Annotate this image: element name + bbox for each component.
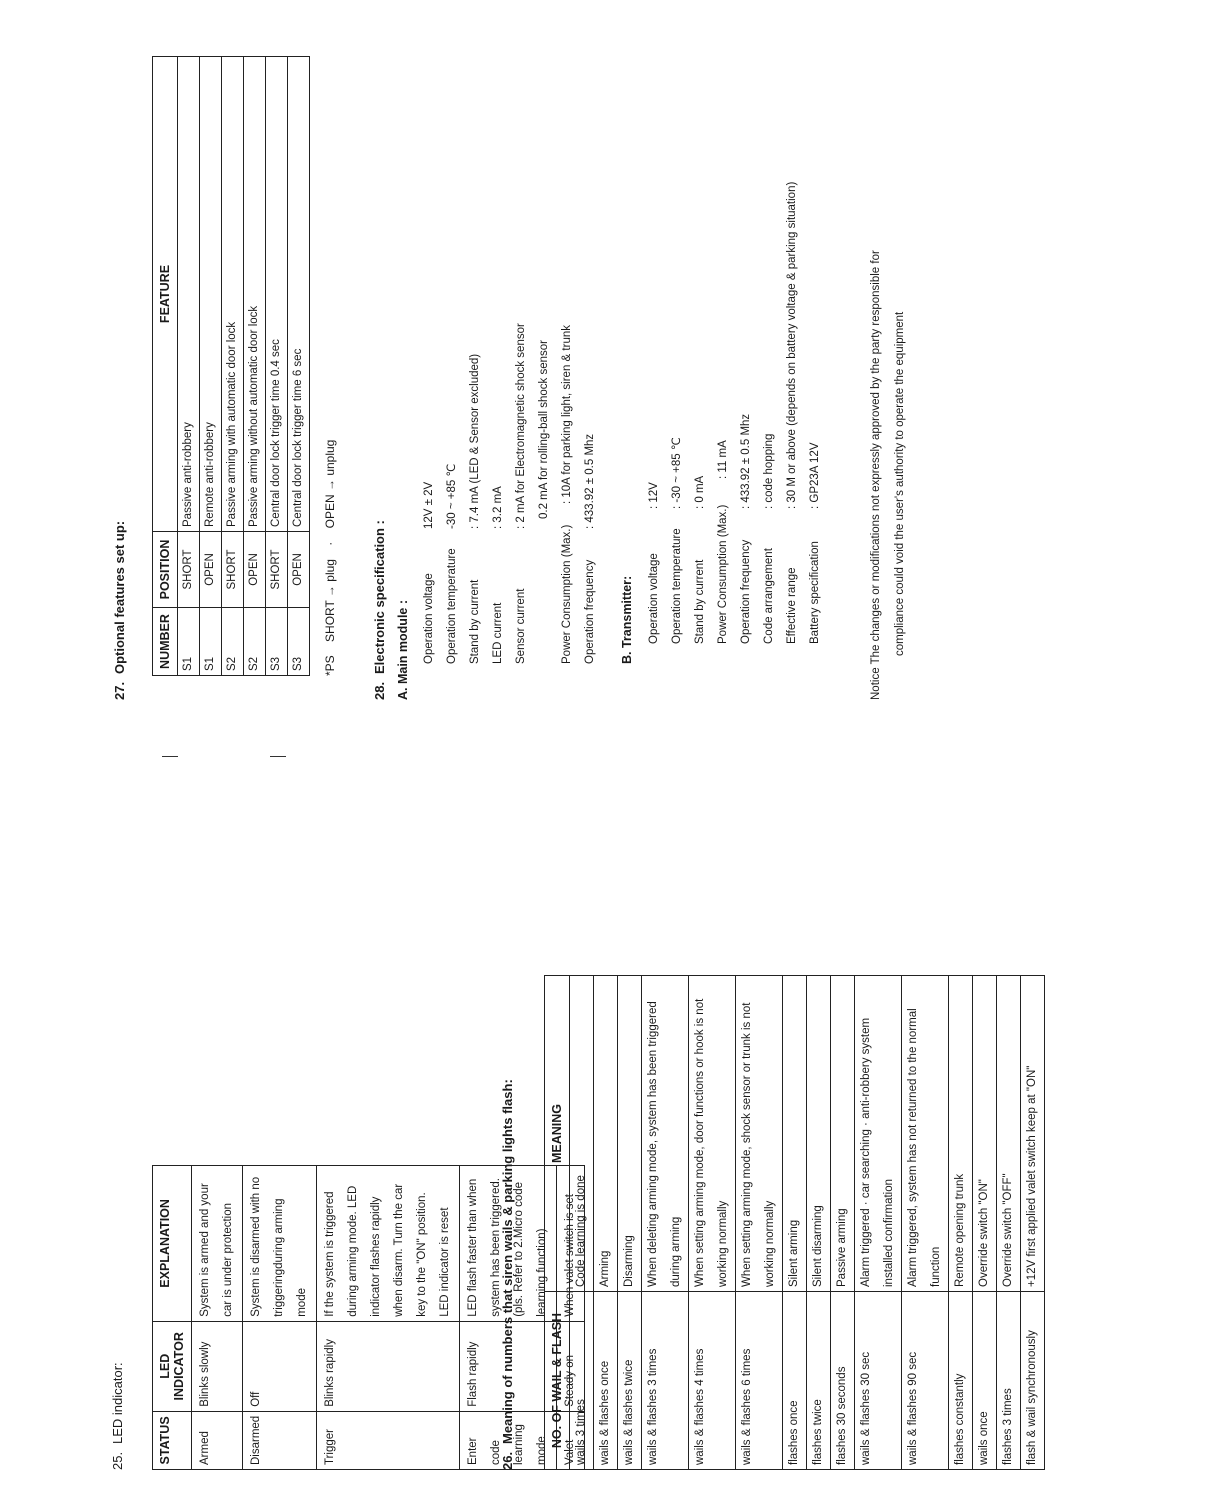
table-row (1021, 976, 1045, 1470)
option-feature-cell: Passive arming with automatic door lock (222, 57, 244, 532)
spec-row (579, 323, 602, 664)
spec-row (643, 182, 666, 644)
plug-note-separator: · (323, 541, 337, 546)
spec-row (689, 182, 712, 644)
wail-meaning-cell: Override switch "OFF" (997, 976, 1021, 1292)
wail-count-cell: flashes 30 seconds (831, 1292, 855, 1470)
led-section-number: 25. (110, 1451, 125, 1470)
led-table-header-row (153, 1166, 192, 1470)
led-explanation-cell: When valet switch is set (557, 1166, 585, 1322)
wail-count-cell: wails 3 times (570, 1292, 594, 1470)
spec-row (758, 182, 781, 644)
wail-meaning-cell: Alarm triggered · car searching · anti-robbery system installed confirmation (855, 976, 902, 1292)
led-indicator-cell: Steady on (557, 1321, 585, 1411)
spec-label: Operation temperature (671, 528, 683, 644)
wail-meaning-cell: When deleting arming mode, system has been triggered during arming (642, 976, 689, 1292)
led-status-cell: Armed (192, 1411, 243, 1469)
optional-table-wrap (152, 56, 310, 676)
wail-meaning-cell: When setting arming mode, door functions or hook is not working normally (689, 976, 736, 1292)
wail-meaning-cell: Silent arming (783, 976, 807, 1292)
wail-meaning-cell: Silent disarming (807, 976, 831, 1292)
wail-count-cell: wails & flashes 3 times (642, 1292, 689, 1470)
wail-table-header-row (545, 976, 570, 1470)
table-row (317, 1166, 460, 1470)
table-row (997, 976, 1021, 1470)
spec-label: Battery specification (809, 541, 821, 644)
wail-count-cell: flashes constantly (949, 1292, 973, 1470)
led-status-cell: Enter code learning mode (460, 1411, 557, 1469)
led-explanation-cell: System is armed and your car is under protection (192, 1166, 243, 1322)
optional-section-title (112, 521, 127, 700)
plug-note (323, 430, 337, 676)
plug-note-open: OPEN → unplug (323, 439, 337, 529)
optional-section-title-text: Optional features set up: (112, 520, 127, 674)
spec-row (510, 323, 533, 664)
option-feature-cell: Central door lock trigger time 0.4 sec (266, 57, 288, 532)
wail-count-cell: wails once (973, 1292, 997, 1470)
spec-value: : 10A for parking light, siren & trunk (561, 325, 573, 504)
led-header-explanation: EXPLANATION (153, 1166, 192, 1322)
option-number-cell: S2 (222, 608, 244, 676)
spec-label: Operation temperature (446, 548, 458, 664)
led-section-title (110, 1362, 125, 1470)
led-indicator-cell: Blinks slowly (192, 1321, 243, 1411)
notice-line-1: Notice The changes or modifications not expressly approved by the party responsible for (870, 250, 882, 700)
wail-count-cell: wails & flashes once (594, 1292, 618, 1470)
optional-header-position: POSITION (153, 532, 178, 608)
led-header-status: STATUS (153, 1411, 192, 1469)
spec-section-number: 28. (372, 681, 387, 700)
table-row (222, 57, 244, 676)
led-indicator-table (152, 1165, 585, 1470)
option-position-cell: SHORT (266, 532, 288, 608)
spec-value: -30 ~ +85 ℃ (446, 463, 458, 529)
spec-label: Stand by current (469, 579, 481, 664)
spec-row (441, 323, 464, 664)
main-module-spec-list (418, 323, 602, 664)
scan-mark (270, 756, 286, 757)
wail-table-wrap (544, 975, 1045, 1470)
led-indicator-cell: Flash rapidly (460, 1321, 557, 1411)
optional-header-feature: FEATURE (153, 57, 178, 532)
spec-value: : 433.92 ± 0.5 Mhz (584, 433, 596, 529)
spec-value: : 12V (648, 482, 660, 509)
led-explanation-cell: System is disarmed with no triggeringduring arming mode (243, 1166, 317, 1322)
spec-label: LED current (492, 602, 504, 664)
spec-value: : GP23A 12V (809, 442, 821, 509)
spec-value: : 3.2 mA (492, 486, 504, 529)
led-status-cell: Trigger (317, 1411, 460, 1469)
led-explanation-cell: LED flash faster than when system has been triggered. (pls. Refer to 2.Micro code learning function) (460, 1166, 557, 1322)
spec-row (781, 182, 804, 644)
table-row (807, 976, 831, 1470)
wail-meaning-cell: Override switch "ON" (973, 976, 997, 1292)
led-indicator-cell: Off (243, 1321, 317, 1411)
option-position-cell: OPEN (244, 532, 266, 608)
table-row (570, 976, 594, 1470)
table-row (192, 1166, 243, 1470)
wail-header-number: NO. OF WAIL & FLASH (545, 1292, 570, 1470)
optional-features-table (152, 56, 310, 676)
table-row (689, 976, 736, 1470)
wail-count-cell: flashes 3 times (997, 1292, 1021, 1470)
option-number-cell: S2 (244, 608, 266, 676)
option-position-cell: OPEN (200, 532, 222, 608)
spec-section-title-text: Electronic specification : (372, 520, 387, 674)
table-row (783, 976, 807, 1470)
transmitter-heading: B. Transmitter: (620, 575, 634, 664)
option-number-cell: S1 (200, 608, 222, 676)
spec-row (666, 182, 689, 644)
spec-value: 12V ± 2V (423, 481, 435, 529)
spec-row (464, 323, 487, 664)
option-feature-cell: Central door lock trigger time 6 sec (288, 57, 310, 532)
wail-count-cell: flash & wail synchronously (1021, 1292, 1045, 1470)
spec-value: : 11 mA (717, 440, 729, 479)
wail-count-cell: wails & flashes twice (618, 1292, 642, 1470)
led-explanation-cell: If the system is triggered during arming mode. LED indicator flashes rapidly when disarm. Turn the car key to the "ON" position. LED indicator is reset (317, 1166, 460, 1322)
optional-table-header-row (153, 57, 178, 676)
wail-section-number: 26. (500, 1451, 515, 1470)
table-row (594, 976, 618, 1470)
spec-section-title (372, 520, 387, 700)
optional-header-number: NUMBER (153, 608, 178, 676)
table-row (736, 976, 783, 1470)
spec-label: Effective range (786, 567, 798, 644)
wail-meaning-cell: Alarm triggered, system has not returned to the normal function (902, 976, 949, 1292)
table-row (642, 976, 689, 1470)
table-row (266, 57, 288, 676)
spec-value: : 433.92 ± 0.5 Mhz (740, 413, 752, 509)
table-row (973, 976, 997, 1470)
fcc-notice (864, 0, 912, 700)
spec-value: 0.2 mA for rolling-ball shock sensor (538, 340, 550, 519)
option-feature-cell: Remote anti-robbery (200, 57, 222, 532)
wail-meaning-cell: Code learning is done (570, 976, 594, 1292)
table-row (244, 57, 266, 676)
option-feature-cell: Passive anti-robbery (178, 57, 200, 532)
spec-value: : code hopping (763, 433, 775, 509)
spec-row (804, 182, 827, 644)
spec-value: : 2 mA for Electromagnetic shock sensor (515, 323, 527, 529)
led-indicator-table-wrap (152, 1165, 585, 1470)
option-number-cell: S3 (266, 608, 288, 676)
spec-label: Operation voltage (648, 553, 660, 644)
wail-header-meaning: MEANING (545, 976, 570, 1292)
wail-meaning-cell: Passive arming (831, 976, 855, 1292)
wail-count-cell: wails & flashes 90 sec (902, 1292, 949, 1470)
option-position-cell: OPEN (288, 532, 310, 608)
spec-row (712, 182, 735, 644)
spec-row (487, 323, 510, 664)
spec-row (556, 323, 579, 664)
option-position-cell: SHORT (178, 532, 200, 608)
wail-meaning-cell: Disarming (618, 976, 642, 1292)
spec-label: Power Consumption (Max.) (561, 524, 573, 664)
spec-label: Operation voltage (423, 573, 435, 664)
option-number-cell: S3 (288, 608, 310, 676)
led-indicator-cell: Blinks rapidly (317, 1321, 460, 1411)
spec-value: : 30 M or above (depends on battery voltage & parking situation) (786, 181, 798, 509)
notice-line-2: compliance could void the user's authority to operate the equipment (894, 311, 906, 656)
table-row (178, 57, 200, 676)
wail-count-cell: flashes once (783, 1292, 807, 1470)
table-row (200, 57, 222, 676)
plug-note-short: SHORT → plug (323, 559, 337, 642)
spec-label: Code arrangement (763, 548, 775, 644)
wail-meaning-cell: Arming (594, 976, 618, 1292)
spec-label: Operation frequency (584, 559, 596, 664)
wail-count-cell: wails & flashes 6 times (736, 1292, 783, 1470)
spec-row (533, 323, 556, 664)
main-module-heading: A. Main module : (396, 600, 410, 700)
table-row (855, 976, 902, 1470)
led-status-cell: Disarmed (243, 1411, 317, 1469)
table-row (618, 976, 642, 1470)
wail-count-cell: wails & flashes 30 sec (855, 1292, 902, 1470)
led-header-indicator: LED INDICATOR (153, 1321, 192, 1411)
spec-label: Power Consumption (Max.) (717, 504, 729, 644)
spec-value: : 0 mA (694, 475, 706, 509)
spec-label: Stand by current (694, 559, 706, 644)
table-row (949, 976, 973, 1470)
led-status-cell: Valet (557, 1411, 585, 1469)
option-number-cell: S1 (178, 608, 200, 676)
spec-row (735, 182, 758, 644)
wail-flash-table (544, 975, 1045, 1470)
spec-value: : -30 ~ +85 ℃ (671, 437, 683, 509)
table-row (831, 976, 855, 1470)
option-position-cell: SHORT (222, 532, 244, 608)
scan-mark (162, 756, 178, 757)
spec-label: Sensor current (515, 588, 527, 664)
wail-meaning-cell: +12V first applied valet switch keep at "ON" (1021, 976, 1045, 1292)
plug-note-label: *PS (323, 655, 337, 676)
wail-count-cell: wails & flashes 4 times (689, 1292, 736, 1470)
led-section-title-text: LED indicator: (110, 1362, 125, 1444)
wail-section-title-text: Meaning of numbers that siren wails & parking lights flash: (500, 1079, 515, 1444)
table-row (902, 976, 949, 1470)
spec-value: : 7.4 mA (LED & Sensor excluded) (469, 353, 481, 529)
wail-section-title (500, 1079, 515, 1470)
option-feature-cell: Passive arming without automatic door lock (244, 57, 266, 532)
wail-meaning-cell: Remote opening trunk (949, 976, 973, 1292)
table-row (288, 57, 310, 676)
wail-meaning-cell: When setting arming mode, shock sensor or trunk is not working normally (736, 976, 783, 1292)
spec-row (418, 323, 441, 664)
table-row (243, 1166, 317, 1470)
spec-label: Operation frequency (740, 539, 752, 644)
wail-count-cell: flashes twice (807, 1292, 831, 1470)
transmitter-spec-list (643, 182, 827, 644)
optional-section-number: 27. (112, 681, 127, 700)
